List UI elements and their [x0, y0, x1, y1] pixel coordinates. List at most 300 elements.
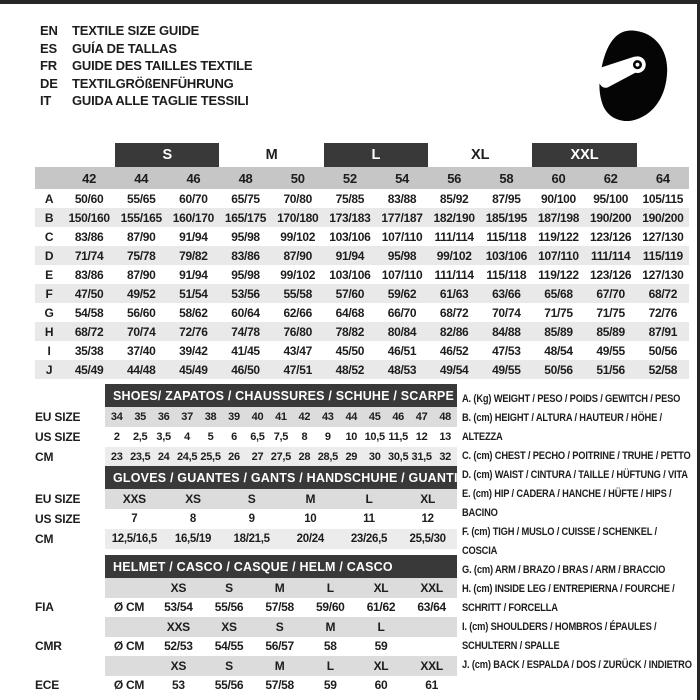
value-cell: 6,5	[250, 431, 265, 443]
size-value: 103/106	[480, 246, 532, 265]
size-cell: 36	[152, 407, 175, 427]
size-value: 79/82	[167, 246, 219, 265]
value-cell: 12,5/16,5	[105, 529, 164, 549]
size-value: 47/53	[492, 343, 521, 358]
size-value: 85/92	[439, 191, 469, 206]
size-value: 111/114	[434, 267, 474, 282]
language-title: GUÍA DE TALLAS	[72, 40, 177, 56]
size-value: 61/63	[428, 284, 480, 303]
language-title-list	[40, 22, 252, 110]
size-cell: L	[305, 578, 356, 598]
title-spacer	[35, 555, 105, 578]
legend-item: B. (cm) HEIGHT / ALTURA / HAUTEUR / HÖHE / ALTEZZA	[462, 412, 662, 443]
value-cell: 10	[304, 513, 317, 525]
value-cell: 7,5	[273, 431, 289, 443]
size-cell: L	[356, 617, 407, 637]
shoes-row	[35, 407, 457, 427]
band-spacer	[35, 143, 115, 167]
value-cell: 23	[105, 447, 128, 467]
row-label: EU SIZE	[35, 489, 105, 509]
size-value: 91/94	[179, 267, 208, 282]
numeric-size: 48	[219, 167, 271, 189]
size-value: 150/160	[63, 208, 115, 227]
size-cell: 43	[316, 407, 339, 427]
size-value: 115/118	[486, 267, 527, 282]
size-value: 123/126	[590, 267, 632, 282]
size-value: 49/55	[480, 360, 532, 379]
size-value: 55/65	[126, 191, 156, 206]
size-value: 90/100	[541, 191, 576, 206]
size-letter-l: L	[324, 143, 428, 167]
value-cell: 9	[248, 513, 255, 525]
size-value: 75/85	[335, 191, 365, 206]
size-cell: 34	[105, 407, 128, 427]
size-value: 46/52	[439, 343, 469, 358]
size-value: 91/94	[179, 229, 208, 244]
row-label: CM	[35, 447, 105, 467]
numeric-size-row	[35, 167, 689, 189]
size-value: 55/58	[272, 284, 324, 303]
row-label	[35, 578, 105, 598]
size-value: 45/49	[167, 360, 219, 379]
size-cell: 47	[410, 407, 433, 427]
value-cell: 56/57	[265, 639, 294, 654]
value-cell: 11,5	[388, 431, 408, 443]
row-letter: I	[47, 343, 51, 358]
value-cell: 30	[363, 447, 386, 467]
size-value: 103/106	[329, 267, 371, 282]
gloves-title-row	[35, 466, 457, 489]
legend-item: A. (Kg) WEIGHT / PESO / POIDS / GEWITCH / PESO	[462, 393, 681, 405]
value-cell: 11	[363, 513, 375, 525]
measurement-row-e	[35, 265, 689, 284]
size-value: 43/47	[283, 343, 312, 358]
size-value: 39/42	[179, 343, 208, 358]
value-cell: 52/53	[164, 639, 193, 654]
helmet-row	[35, 676, 457, 696]
language-title: TEXTILE SIZE GUIDE	[72, 23, 200, 38]
title-spacer	[35, 384, 105, 407]
page-top-border	[0, 0, 700, 4]
size-value: 68/72	[63, 322, 115, 341]
size-value: 107/110	[381, 229, 423, 244]
value-cell: 12	[421, 513, 434, 525]
size-value: 80/84	[376, 322, 428, 341]
size-value: 41/45	[231, 343, 260, 358]
size-value: 95/98	[231, 267, 260, 282]
value-cell: 10,5	[364, 431, 385, 443]
size-value: 56/60	[126, 305, 156, 320]
row-label: CM	[35, 529, 105, 549]
size-value: 51/56	[585, 360, 637, 379]
row-letter: D	[35, 246, 63, 265]
value-cell: 26	[222, 447, 245, 467]
value-cell: 4	[184, 431, 190, 443]
value-cell: 30,5	[386, 447, 409, 467]
value-cell: 28,5	[316, 447, 339, 467]
size-letter-m: M	[265, 147, 278, 163]
legend-item: J. (cm) BACK / ESPALDA / DOS / ZURÜCK / INDIETRO	[462, 659, 692, 671]
size-value: 48/52	[324, 360, 376, 379]
language-row	[40, 92, 252, 110]
size-value: 85/89	[532, 322, 584, 341]
size-value: 74/78	[219, 322, 271, 341]
letter-size-band-row	[35, 143, 689, 167]
size-cell: S	[204, 656, 255, 676]
size-cell: XXL	[406, 578, 457, 598]
helmet-size-section	[35, 555, 457, 695]
size-value: 50/60	[74, 191, 104, 206]
language-row	[40, 75, 252, 93]
size-value: 95/100	[593, 191, 629, 206]
measurement-row-c	[35, 227, 689, 246]
row-letter: J	[35, 360, 63, 379]
size-cell: L	[305, 656, 356, 676]
size-value: 99/102	[280, 267, 316, 282]
helmet-row	[35, 617, 457, 637]
row-letter: E	[45, 267, 53, 282]
value-cell: 8	[189, 513, 197, 525]
size-cell: XXL	[406, 656, 457, 676]
size-value: 53/56	[219, 284, 271, 303]
size-value: 83/86	[74, 229, 104, 244]
language-row	[40, 22, 252, 40]
size-value: 83/88	[387, 191, 417, 206]
size-value: 70/80	[283, 191, 312, 206]
size-value: 76/80	[272, 322, 324, 341]
size-value: 87/91	[637, 322, 689, 341]
size-cell	[406, 617, 457, 637]
helmet-table	[35, 555, 457, 695]
value-cell: 18/21,5	[222, 529, 281, 549]
value-cell: 28	[293, 447, 316, 467]
size-cell: 40	[246, 407, 269, 427]
size-value: 111/114	[585, 246, 637, 265]
size-value: 177/187	[376, 208, 428, 227]
helmet-row	[35, 656, 457, 676]
size-value: 50/56	[648, 343, 678, 358]
size-value: 99/102	[428, 246, 480, 265]
size-cell: 37	[175, 407, 198, 427]
gloves-row	[35, 489, 457, 509]
size-value: 48/53	[376, 360, 428, 379]
size-value: 47/50	[63, 284, 115, 303]
size-cell: 45	[363, 407, 386, 427]
size-value: 49/55	[596, 343, 625, 358]
size-value: 105/115	[642, 191, 684, 206]
title-spacer	[35, 466, 105, 489]
legend-item: G. (cm) ARM / BRAZO / BRAS / ARM / BRACCIO	[462, 564, 666, 576]
shoes-table	[35, 384, 457, 467]
size-value: 66/70	[387, 305, 417, 320]
numeric-size: 54	[376, 167, 428, 189]
size-cell: 42	[293, 407, 316, 427]
size-value: 59/62	[376, 284, 428, 303]
size-value: 107/110	[532, 246, 584, 265]
size-value: 44/48	[115, 360, 167, 379]
textile-size-table	[35, 143, 689, 379]
size-cell: 35	[128, 407, 151, 427]
size-value: 91/94	[324, 246, 376, 265]
value-cell: 55/56	[214, 600, 244, 615]
size-letter-xxl: XXL	[532, 143, 636, 167]
helmet-row	[35, 578, 457, 598]
size-value: 48/54	[544, 343, 573, 358]
size-value: 58/62	[179, 305, 208, 320]
measurement-row-i	[35, 341, 689, 360]
size-value: 87/90	[126, 267, 156, 282]
size-value: 119/122	[538, 267, 579, 282]
size-cell: M	[305, 617, 356, 637]
numeric-size-spacer	[35, 167, 63, 189]
racing-helmet-icon	[582, 28, 672, 124]
numeric-size: 60	[532, 167, 584, 189]
size-value: 49/54	[428, 360, 480, 379]
size-letter-xl: XL	[470, 147, 490, 163]
value-cell: 57/58	[265, 600, 294, 615]
size-cell: S	[204, 578, 255, 598]
size-value: 71/75	[596, 305, 625, 320]
value-cell: 61/62	[366, 600, 396, 615]
size-value: 84/88	[480, 322, 532, 341]
numeric-size: 46	[167, 167, 219, 189]
size-value: 65/68	[532, 284, 584, 303]
value-cell: 29	[340, 447, 363, 467]
size-value: 46/51	[387, 343, 417, 358]
language-title: TEXTILGRÖßENFÜHRUNG	[72, 75, 234, 91]
language-code: FR	[40, 58, 57, 73]
language-title: GUIDE DES TAILLES TEXTILE	[72, 58, 253, 73]
language-code: EN	[40, 23, 58, 38]
value-cell: 53/54	[164, 600, 193, 615]
size-cell: M	[254, 578, 305, 598]
value-cell: 54/55	[214, 639, 244, 654]
value-cell: 5	[207, 431, 214, 443]
size-cell: S	[222, 489, 281, 509]
value-cell: Ø CM	[113, 600, 145, 615]
value-cell: 59/60	[316, 600, 345, 615]
row-label: CMR	[35, 637, 105, 657]
value-cell: 59	[323, 678, 337, 693]
size-cell: XS	[153, 656, 204, 676]
size-value: 57/60	[324, 284, 376, 303]
value-cell: 58	[323, 639, 337, 654]
size-cell	[105, 617, 153, 637]
language-title: GUIDA ALLE TAGLIE TESSILI	[72, 93, 249, 108]
size-cell: 44	[340, 407, 363, 427]
numeric-size: 64	[637, 167, 689, 189]
row-letter: C	[44, 229, 54, 244]
row-label: ECE	[35, 676, 105, 696]
size-value: 65/75	[231, 191, 260, 206]
size-value: 83/86	[74, 267, 104, 282]
row-label	[35, 656, 105, 676]
size-value: 72/76	[648, 305, 678, 320]
size-cell: 46	[386, 407, 409, 427]
size-value: 70/74	[115, 322, 167, 341]
value-cell: 25,5	[199, 447, 222, 467]
value-cell: 23,5	[128, 447, 151, 467]
gloves-row	[35, 509, 457, 529]
value-cell: 7	[131, 513, 138, 525]
row-letter: G	[44, 305, 54, 320]
size-cell: XS	[153, 578, 204, 598]
measurement-row-g	[35, 303, 689, 322]
size-value: 87/90	[126, 229, 156, 244]
shoes-size-section	[35, 384, 457, 467]
measurement-row-d	[35, 246, 689, 265]
size-value: 49/52	[115, 284, 167, 303]
size-value: 83/86	[219, 246, 271, 265]
value-cell: 24,5	[175, 447, 198, 467]
value-cell: 10	[345, 431, 358, 443]
size-value: 103/106	[329, 229, 371, 244]
size-value: 47/51	[272, 360, 324, 379]
helmet-title: HELMET / CASCO / CASQUE / HELM / CASCO	[105, 555, 457, 578]
size-cell: XXS	[153, 617, 204, 637]
numeric-size: 56	[428, 167, 480, 189]
row-label: US SIZE	[35, 427, 105, 447]
size-value: 111/114	[434, 229, 474, 244]
size-value: 71/74	[63, 246, 115, 265]
size-value: 165/175	[219, 208, 271, 227]
row-letter: A	[44, 191, 54, 206]
size-letter-s: S	[115, 143, 219, 167]
value-cell: 32	[433, 447, 457, 467]
size-value: 45/50	[335, 343, 365, 358]
numeric-size: 42	[63, 167, 115, 189]
value-cell: 60	[374, 678, 388, 693]
size-value: 187/198	[532, 208, 584, 227]
measurement-row-a	[35, 189, 689, 208]
size-value: 60/64	[231, 305, 260, 320]
measurement-row-j	[35, 360, 689, 379]
legend-item: H. (cm) INSIDE LEG / ENTREPIERNA / FOURCHE / SCHRITT / FORCELLA	[462, 583, 675, 614]
numeric-size: 58	[480, 167, 532, 189]
legend-item: D. (cm) WAIST / CINTURA / TAILLE / HÜFTUNG / VITA	[462, 469, 688, 481]
row-letter: B	[35, 208, 63, 227]
value-cell: 23/26,5	[340, 529, 399, 549]
size-value: 115/119	[637, 246, 689, 265]
gloves-size-section	[35, 466, 457, 549]
size-value: 62/66	[283, 305, 312, 320]
size-value: 190/200	[637, 208, 689, 227]
size-cell: 38	[199, 407, 222, 427]
size-cell	[105, 656, 153, 676]
value-cell: 16,5/19	[164, 529, 223, 549]
value-cell: 2	[113, 431, 120, 443]
row-label: FIA	[35, 598, 105, 618]
value-cell: 53	[171, 678, 185, 693]
shoes-title: SHOES/ ZAPATOS / CHAUSSURES / SCHUHE / SCARPE	[105, 384, 457, 407]
size-value: 87/90	[272, 246, 324, 265]
size-value: 170/180	[272, 208, 324, 227]
size-value: 46/50	[219, 360, 271, 379]
size-value: 173/183	[324, 208, 376, 227]
language-row	[40, 57, 252, 75]
row-label: US SIZE	[35, 509, 105, 529]
size-value: 67/70	[585, 284, 637, 303]
size-cell	[105, 578, 153, 598]
helmet-row	[35, 598, 457, 618]
size-value: 68/72	[439, 305, 469, 320]
size-value: 155/165	[115, 208, 167, 227]
value-cell: 6	[231, 431, 237, 443]
value-cell: 8	[301, 431, 308, 443]
row-label: EU SIZE	[35, 407, 105, 427]
size-value: 123/126	[590, 229, 632, 244]
measurement-row-b	[35, 208, 689, 227]
size-value: 190/200	[585, 208, 637, 227]
size-value: 64/68	[335, 305, 365, 320]
language-row	[40, 40, 252, 58]
size-value: 72/76	[167, 322, 219, 341]
band-spacer	[637, 143, 689, 167]
helmet-row	[35, 637, 457, 657]
size-value: 71/75	[544, 305, 573, 320]
size-value: 107/110	[381, 267, 423, 282]
size-value: 68/72	[637, 284, 689, 303]
value-cell: Ø CM	[113, 678, 145, 693]
size-value: 54/58	[74, 305, 104, 320]
size-cell: M	[254, 656, 305, 676]
size-cell: XL	[356, 656, 407, 676]
value-cell: 13	[439, 431, 451, 443]
size-cell: 41	[269, 407, 292, 427]
shoes-row	[35, 447, 457, 467]
size-cell: XS	[164, 489, 223, 509]
size-value: 37/40	[126, 343, 156, 358]
numeric-size: 62	[585, 167, 637, 189]
value-cell: 61	[425, 678, 439, 693]
value-cell: 3,5	[156, 431, 171, 443]
numeric-size: 52	[324, 167, 376, 189]
size-cell: L	[340, 489, 399, 509]
numeric-size: 50	[272, 167, 324, 189]
size-value: 70/74	[492, 305, 521, 320]
size-value: 119/122	[538, 229, 579, 244]
gloves-table	[35, 466, 457, 549]
row-letter: H	[35, 322, 63, 341]
size-value: 95/98	[376, 246, 428, 265]
language-code: ES	[40, 40, 57, 56]
legend-item: F. (cm) TIGH / MUSLO / CUISSE / SCHENKEL / COSCIA	[462, 526, 657, 557]
size-cell: 48	[433, 407, 457, 427]
gloves-title: GLOVES / GUANTES / GANTS / HANDSCHUHE / GUANTI	[105, 466, 457, 489]
size-value: 115/118	[486, 229, 527, 244]
value-cell: 63/64	[417, 600, 446, 615]
helmet-title-row	[35, 555, 457, 578]
value-cell: 12	[415, 431, 428, 443]
measurement-row-f	[35, 284, 689, 303]
measurement-row-h	[35, 322, 689, 341]
size-value: 85/89	[585, 322, 637, 341]
size-value: 185/195	[480, 208, 532, 227]
size-cell: XL	[398, 489, 457, 509]
measurement-legend	[462, 390, 693, 675]
size-value: 63/66	[480, 284, 532, 303]
size-value: 35/38	[74, 343, 104, 358]
size-value: 52/58	[637, 360, 689, 379]
value-cell: 25,5/30	[398, 529, 457, 549]
value-cell: Ø CM	[113, 639, 145, 654]
size-value: 82/86	[428, 322, 480, 341]
value-cell: 9	[324, 431, 331, 443]
size-value: 60/70	[179, 191, 208, 206]
language-code: DE	[40, 75, 58, 91]
value-cell: 27,5	[269, 447, 292, 467]
size-value: 127/130	[642, 267, 684, 282]
